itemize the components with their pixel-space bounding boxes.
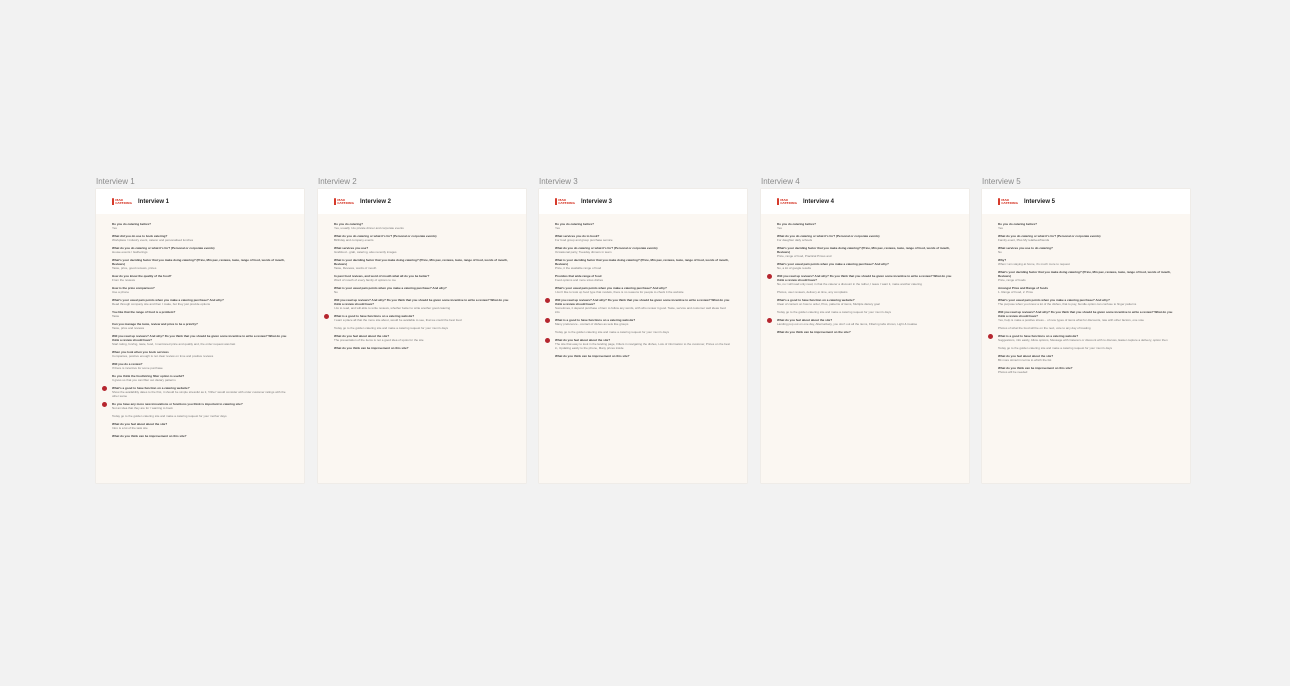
answer-text: Read through company site and then I make, but they just provide options (112, 302, 211, 306)
answer-text: Workplace / industry event, caterer and personalised lunches (112, 238, 194, 242)
answer-text: Start rating, fun/ing, taste, food, I mentioned price and quality and, the order request was fast (112, 342, 236, 346)
qa-item (998, 366, 1174, 374)
qa-item (998, 222, 1174, 230)
question-text: Do you do catering? (334, 222, 364, 226)
qa-item (998, 354, 1174, 362)
question-text: What services you use? (334, 246, 369, 250)
qa-item (998, 298, 1174, 306)
answer-text: Birthday and company events (334, 238, 374, 242)
question-text: What do you feel about about the site? (555, 338, 611, 342)
question-text: What do you do catering or what it's for? (Personal or corporate events) (112, 246, 215, 250)
brand-logo (334, 197, 354, 206)
comment-marker-icon[interactable] (324, 314, 329, 319)
interview-content (539, 214, 747, 358)
frame-header (96, 189, 304, 214)
logo-text-wrap (337, 199, 354, 205)
qa-item (998, 246, 1174, 254)
question-text: Do you do catering before? (777, 222, 817, 226)
qa-item (112, 362, 288, 370)
brand-logo (998, 197, 1018, 206)
qa-item (112, 334, 288, 346)
logo-line2: CATERING (115, 200, 132, 205)
question-text: What's your usual pain points when you make a catering purchase? And why? (998, 298, 1110, 302)
logo-mark-icon (777, 198, 779, 205)
question-text: How is the price comparison? (112, 286, 155, 290)
qa-item (112, 310, 288, 318)
answer-text: 1. Range of Food, 2. Price (998, 290, 1034, 294)
qa-item (777, 274, 953, 286)
question-text: What do you think can be improvement on this site? (112, 434, 187, 438)
question-text: Will you do a review? (112, 362, 143, 366)
frame-label[interactable]: Interview 5 (982, 177, 1021, 186)
answer-text: Family event, Plus My relatives/friends (998, 238, 1050, 242)
frame-label[interactable]: Interview 4 (761, 177, 800, 186)
comment-marker-icon[interactable] (545, 338, 550, 343)
answer-text: Photos of what the food will be on the next, vote to any day of treating (998, 326, 1091, 330)
logo-text-wrap (1001, 199, 1018, 205)
logo-text-wrap (115, 199, 132, 205)
qa-item (998, 286, 1174, 294)
interview-content (982, 214, 1190, 374)
qa-item (555, 222, 731, 230)
qa-item (998, 234, 1174, 242)
qa-item (777, 290, 953, 294)
frame-title: Interview 3 (581, 198, 613, 205)
question-text: What's your deciding factor that you make doing catering? (Price, Min pax, reviews, taste, range of food, words of mouth, Reviews) (998, 270, 1171, 278)
logo-mark-icon (334, 198, 336, 205)
comment-marker-icon[interactable] (102, 386, 107, 391)
interview-content (96, 214, 304, 438)
comment-marker-icon[interactable] (988, 334, 993, 339)
answer-text: Not an idea that they are for / wanting to book (112, 406, 173, 410)
question-text: What services you use to do catering? (998, 246, 1053, 250)
interview-content (761, 214, 969, 334)
question-text: What is a good to have functions on a catering website? (998, 334, 1079, 338)
question-text: What do you feel about about the site? (112, 422, 168, 426)
answer-text: Today go to the golden catering site and make a catering request for your mum's days (777, 310, 891, 314)
qa-item (334, 286, 510, 294)
answer-text: Show the availability dates to the first, it should be simple stressful as it, 'Other' would consider with order customer ratings with the other same (112, 390, 286, 398)
question-text: Amongst Price and Range of foods (998, 286, 1049, 290)
qa-item (112, 234, 288, 242)
qa-item (112, 434, 288, 438)
frame-header (982, 189, 1190, 214)
answer-text: Today go to the golden catering site and make a catering request for your mother days (112, 414, 227, 418)
answer-text: Food options and more sizes dishes (555, 278, 604, 282)
frame-title: Interview 1 (138, 198, 170, 205)
qa-item (334, 346, 510, 350)
logo-text-wrap (780, 199, 797, 205)
qa-item (998, 346, 1174, 350)
answer-text: For food group and group purchase service (555, 238, 613, 242)
question-text: What do you do catering or what it's for? (Personal or corporate events) (334, 234, 437, 238)
answer-text: Taste, Reviews, words of mouth (334, 266, 377, 270)
answer-text: No (998, 250, 1002, 254)
interview-frame[interactable] (761, 189, 969, 483)
answer-text: Today go to the golden catering site and make a catering request for your mum's days (334, 326, 448, 330)
question-text: Will you read up reviews? And why? Do you think that you should be given some incentive to write a review? What do you think a review should have? (998, 310, 1173, 318)
qa-item (998, 258, 1174, 266)
answer-text: I don't like to look up food type that models, there is no reasons for people to check it the website (555, 290, 684, 294)
frame-header (539, 189, 747, 214)
qa-item (334, 326, 510, 330)
question-text: What's a good to have function on a catering website? (777, 298, 855, 302)
answer-text: Price, range of foods (998, 278, 1026, 282)
answer-text: Yes, help is make a positive stress... of new types of items what for discounts, rate with other factors, one vote (998, 318, 1144, 322)
qa-item (112, 258, 288, 270)
question-text: What do you feel about about the site? (777, 318, 833, 322)
question-text: What's your usual pain points when you make a catering purchase? And why? (777, 262, 889, 266)
answer-text: Intro is a lot of the task site (112, 426, 148, 430)
qa-item (112, 274, 288, 282)
comment-marker-icon[interactable] (545, 298, 550, 303)
question-text: Do you think the food/string filter option is useful? (112, 374, 185, 378)
question-text: What's your deciding factor that you make doing catering? (Price, Min pax, reviews, taste, range of food, words of mouth, Reviews) (777, 246, 950, 254)
qa-item (334, 298, 510, 310)
comment-marker-icon[interactable] (767, 274, 772, 279)
qa-item (334, 246, 510, 254)
question-text: What do you think can be improvement on this site? (555, 354, 630, 358)
question-text: What do you feel about about the site? (334, 334, 390, 338)
question-text: Can you manage the taste, review and price to be a priority? (112, 322, 198, 326)
frame-label[interactable]: Interview 1 (96, 177, 135, 186)
comment-marker-icon[interactable] (545, 318, 550, 323)
question-text: When you look when you book services (112, 350, 169, 354)
qa-item (112, 422, 288, 430)
question-text: In past food reviews, and word of mouth what all do you be better? (334, 274, 430, 278)
qa-item (112, 222, 288, 230)
qa-item (112, 386, 288, 398)
logo-line1: MAD (558, 197, 567, 202)
answer-text: Use a phone (112, 290, 130, 294)
logo-mark-icon (112, 198, 114, 205)
question-text: What do you think can be improvement on this site? (334, 346, 409, 350)
question-text: What do you do catering or what it's for? (Personal or corporate events) (777, 234, 880, 238)
question-text: Provides that wide range of food (555, 274, 602, 278)
question-text: What is your deciding factor that you make doing catering? (Price, Min pax, reviews, taste, range of food, words of mouth, Reviews) (334, 258, 508, 266)
answer-text: No (334, 290, 338, 294)
question-text: What's a good to have function on a catering website? (112, 386, 190, 390)
answer-text: Word of mouth of every family of options to me (334, 278, 396, 282)
qa-item (555, 258, 731, 270)
answer-text: The presentation of the items is not a good idea of spots for the site (334, 338, 424, 342)
brand-logo (777, 197, 797, 206)
logo-line1: MAD (337, 197, 346, 202)
qa-item (998, 334, 1174, 342)
qa-item (777, 262, 953, 270)
logo-line1: MAD (115, 197, 124, 202)
answer-text: When I am staying at home, it's much more to request (998, 262, 1070, 266)
frame-title: Interview 4 (803, 198, 835, 205)
logo-line1: MAD (1001, 197, 1010, 202)
question-text: What is a good to have functions on a catering website? (334, 314, 415, 318)
frame-header (761, 189, 969, 214)
qa-item (112, 298, 288, 306)
answer-text: I do to read, and will able to write reviews, whether better to write another good catering (334, 306, 451, 310)
answer-text: From the reviews (112, 278, 136, 282)
interview-content (318, 214, 526, 350)
answer-text: Photos will be needed (998, 370, 1028, 374)
frame-header (318, 189, 526, 214)
answer-text: Landing pop out on one day, Alternatively, you don't out all the items, Filtering tabs shown, Light & treatise (777, 322, 918, 326)
question-text: Will you read up reviews? And why? Do you think that you should be given some incentive to write a review? What do you think a review should have? (555, 298, 730, 306)
qa-item (112, 414, 288, 418)
qa-item (112, 374, 288, 382)
interview-frame[interactable] (318, 189, 526, 483)
question-text: Do you do catering before? (998, 222, 1038, 226)
comment-marker-icon[interactable] (767, 318, 772, 323)
qa-item (777, 330, 953, 334)
interview-frame[interactable] (96, 189, 304, 483)
answer-text: Yes, usually I do private dinner and corporate events (334, 226, 404, 230)
frame-label[interactable]: Interview 3 (539, 177, 578, 186)
answer-text: House events / Gatherings (112, 250, 148, 254)
qa-item (555, 354, 731, 358)
frame-title: Interview 2 (360, 198, 392, 205)
qa-item (998, 270, 1174, 282)
logo-text-wrap (558, 199, 575, 205)
qa-item (777, 310, 953, 314)
qa-item (334, 258, 510, 270)
question-text: What is your usual pain points when you make a catering purchase? And why? (334, 286, 447, 290)
qa-item (334, 334, 510, 342)
answer-text: Bit more stimuli in terms to which the list (998, 358, 1052, 362)
frame-title: Interview 5 (1024, 198, 1056, 205)
question-text: Will you read up reviews? And why? Do you think that you should be given some incentive to write a review? What do you think a review should have? (334, 298, 509, 306)
question-text: What do you think can be improvement on the site? (777, 330, 851, 334)
logo-line2: CATERING (337, 200, 354, 205)
qa-item (555, 298, 731, 314)
answer-text: Yes (555, 226, 560, 230)
qa-item (555, 338, 731, 350)
question-text: How do you know the quality of the food? (112, 274, 172, 278)
comment-marker-icon[interactable] (102, 402, 107, 407)
qa-item (112, 402, 288, 410)
qa-item (112, 246, 288, 254)
question-text: What do you do catering or what it's for? (Personal or corporate events) (555, 246, 658, 250)
answer-text: Yes (998, 226, 1003, 230)
answer-text: Taste, price and reviews (112, 326, 145, 330)
question-text: Do you do catering before? (555, 222, 595, 226)
interview-frame[interactable] (539, 189, 747, 483)
qa-item (112, 350, 288, 358)
frame-label[interactable]: Interview 2 (318, 177, 357, 186)
qa-item (777, 246, 953, 258)
answer-text: For daughter daily schools (777, 238, 813, 242)
question-text: What do you feel about about the site? (998, 354, 1054, 358)
qa-item (555, 274, 731, 282)
question-text: What is a good to have functions on a catering website? (555, 318, 636, 322)
qa-item (555, 330, 731, 334)
question-text: What did you do use to book catering? (112, 234, 168, 238)
question-text: Will you read up reviews? And why? Do you think that you should be given some incentive to write a review? What do you think a review should have? (777, 274, 952, 282)
qa-item (555, 246, 731, 254)
answer-text: Yes (777, 226, 782, 230)
answer-text: If there is incentive for some purchase (112, 366, 163, 370)
question-text: Will you read up reviews? And why? Do you think that you should be given some incentive to write a review? What do you think a review should have? (112, 334, 287, 342)
answer-text: No, a lot of google results (777, 266, 812, 270)
logo-mark-icon (555, 198, 557, 205)
logo-mark-icon (998, 198, 1000, 205)
qa-item (334, 234, 510, 242)
answer-text: The site that easy to look in the landing page, Filters in navigating the dishes, Lots of information to the customer, Prices on the best in, Updating easily to the phone, Many prices inside (555, 342, 730, 350)
answer-text: Suggestions, info easily, Allow options, Message with Caterers or discount with to discuss, Easier capture a delivery, option then (998, 338, 1168, 342)
answer-text: Today go to the golden catering site and make a catering request for your mum's days (998, 346, 1112, 350)
qa-item (334, 314, 510, 322)
answer-text: Yes (112, 226, 117, 230)
answer-text: It gives us that you can filter out dietary patterns (112, 378, 176, 382)
answer-text: The purpose when you know a lot of the dishes, that to pay, bundle option can confuse to finger patterns (998, 302, 1137, 306)
qa-item (777, 298, 953, 306)
logo-line2: CATERING (1001, 200, 1018, 205)
qa-item (112, 286, 288, 294)
qa-item (334, 274, 510, 282)
question-text: Do you have any more new innovations or functions you think is important to catering site? (112, 402, 243, 406)
answer-text: Price, range of food, Practical Prices and (777, 254, 832, 258)
qa-item (334, 222, 510, 230)
answer-text: Many preference - contact of dishes as sets like groups (555, 322, 629, 326)
qa-item (555, 286, 731, 294)
brand-logo (112, 197, 132, 206)
answer-text: Price, it the available range of food (555, 266, 602, 270)
answer-text: No, no I will read only read, in that the caterer a discount in the rather, I leave I want it, make another catering (777, 282, 922, 286)
qa-item (777, 222, 953, 230)
question-text: What's your usual pain points when you make a catering purchase? And why? (555, 286, 667, 290)
question-text: Do you do catering before? (112, 222, 152, 226)
logo-line2: CATERING (780, 200, 797, 205)
qa-item (555, 318, 731, 326)
answer-text: Companies, positive enough is not clear review on time and positive reviews (112, 354, 214, 358)
answer-text: I want a place all that the more site about, would be available to see, that we could the best food (334, 318, 462, 322)
logo-line2: CATERING (558, 200, 575, 205)
qa-item (998, 326, 1174, 330)
answer-text: Grabfood - grab, catering, also recently images (334, 250, 397, 254)
answer-text: Clear of content on how to order, Pros, patterns of items, Multiple dietary goal (777, 302, 880, 306)
question-text: What services you do to book? (555, 234, 600, 238)
qa-item (555, 234, 731, 242)
question-text: Why? (998, 258, 1007, 262)
qa-item (112, 322, 288, 330)
question-text: What do you do catering or what it's for? (Personal or corporate events) (998, 234, 1101, 238)
question-text: You like that the range of food is a problem? (112, 310, 176, 314)
question-text: What's your deciding factor that you make doing catering? (Price, Min pax, reviews, taste, range of food, words of mouth, Reviews) (112, 258, 285, 266)
interview-frame[interactable] (982, 189, 1190, 483)
answer-text: Occasional party, Tuesday dinners in team (555, 250, 612, 254)
question-text: What's your usual pain points when you make a catering purchase? And why? (112, 298, 224, 302)
answer-text: Sometimes, it depend purchase of item to follow any words, with who review it good. Taste, service and customer well ideas food info (555, 306, 726, 314)
answer-text: Today go to the golden catering site and make a catering request for your mum's days (555, 330, 669, 334)
answer-text: Taste (112, 314, 120, 318)
qa-item (777, 234, 953, 242)
qa-item (777, 318, 953, 326)
brand-logo (555, 197, 575, 206)
answer-text: Photos, user reviews, delivery at time, any complains (777, 290, 848, 294)
question-text: What is your deciding factor that you make doing catering? (Price, Min pax, reviews, taste, range of food, words of mouth, Reviews) (555, 258, 729, 266)
answer-text: Taste, price, good reviews, prices (112, 266, 157, 270)
qa-item (998, 310, 1174, 322)
question-text: What do you think can be improvement on this site? (998, 366, 1073, 370)
logo-line1: MAD (780, 197, 789, 202)
